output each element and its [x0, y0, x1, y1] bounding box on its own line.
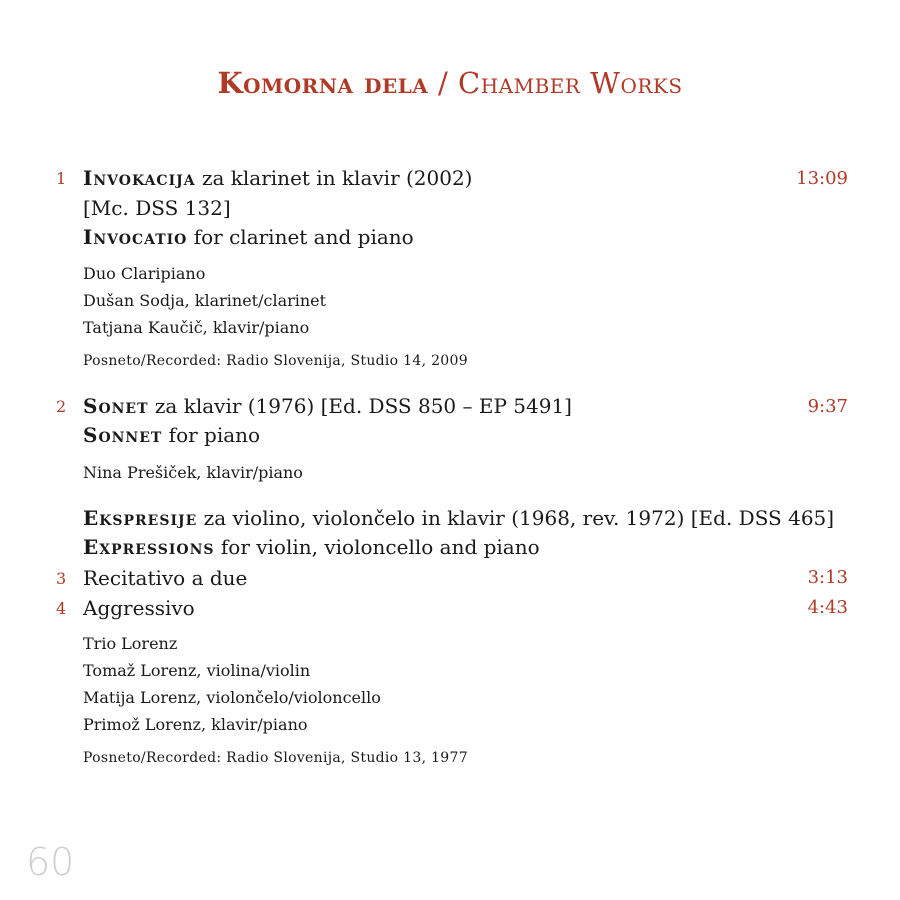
track-duration: 9:37: [807, 396, 848, 417]
performer: Matija Lorenz, violončelo/violoncello: [83, 688, 381, 707]
performer: Trio Lorenz: [83, 634, 178, 653]
track-duration: 13:09: [796, 168, 848, 189]
track-title-en: Sonnet for piano: [83, 423, 261, 447]
track-catalog: [Mc. DSS 132]: [83, 196, 231, 220]
track-title-sl: Sonet za klavir (1976) [Ed. DSS 850 – EP 5491]: [83, 394, 572, 418]
movement-title: Aggressivo: [83, 596, 195, 620]
title-english: Chamber Works: [458, 66, 683, 100]
recording-info: Posneto/Recorded: Radio Slovenija, Studio 14, 2009: [83, 353, 468, 369]
page-number: 60: [26, 840, 75, 884]
recording-info: Posneto/Recorded: Radio Slovenija, Studio 13, 1977: [83, 750, 468, 766]
performer: Primož Lorenz, klavir/piano: [83, 715, 308, 734]
performer: Tatjana Kaučič, klavir/piano: [83, 318, 310, 337]
performer: Nina Prešiček, klavir/piano: [83, 463, 303, 482]
movement-title: Recitativo a due: [83, 566, 248, 590]
track-number: 4: [56, 599, 67, 618]
track-number: 1: [56, 169, 67, 188]
track-number: 2: [56, 397, 67, 416]
title-separator: /: [428, 66, 459, 100]
page-title: [0, 66, 900, 100]
title-slovenian: Komorna dela: [217, 66, 429, 100]
work-title-en: Expressions for violin, violoncello and piano: [83, 535, 540, 559]
performer: Tomaž Lorenz, violina/violin: [83, 661, 311, 680]
track-number: 3: [56, 569, 67, 588]
track-title-en: Invocatio for clarinet and piano: [83, 225, 414, 249]
track-duration: 3:13: [807, 567, 848, 588]
work-title-sl: Ekspresije za violino, violončelo in klavir (1968, rev. 1972) [Ed. DSS 465]: [83, 506, 835, 530]
performer: Duo Claripiano: [83, 264, 206, 283]
track-title-sl: Invokacija za klarinet in klavir (2002): [83, 166, 473, 190]
track-duration: 4:43: [807, 597, 848, 618]
performer: Dušan Sodja, klarinet/clarinet: [83, 291, 327, 310]
